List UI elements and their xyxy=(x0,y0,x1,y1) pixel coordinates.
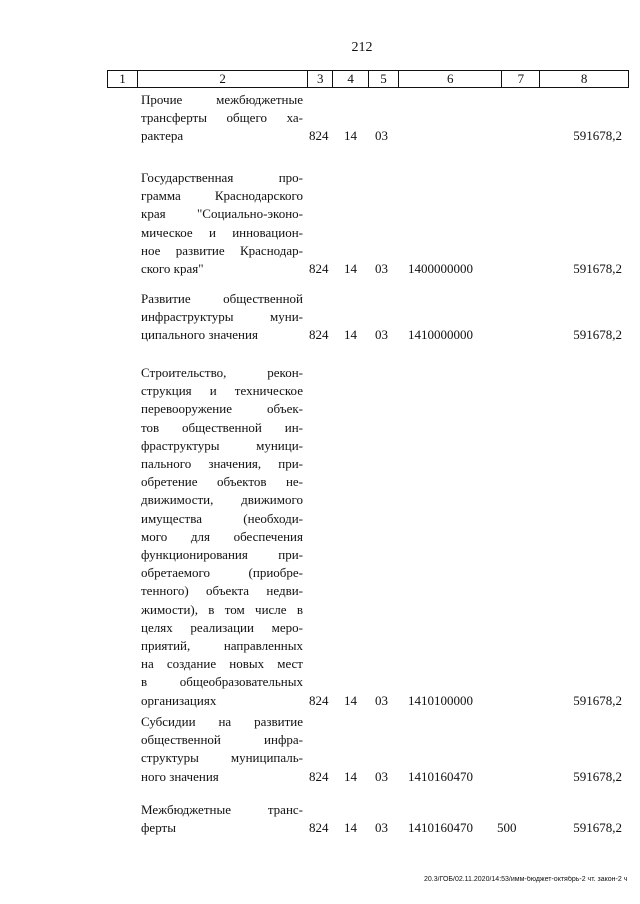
description-line: приятий, направленных xyxy=(141,638,303,654)
description-line: ципального значения xyxy=(141,327,258,343)
description-line: в общеобразовательных xyxy=(141,674,303,690)
description-line: Межбюджетные транс- xyxy=(141,802,303,817)
description-line: структуры муниципаль- xyxy=(141,750,303,766)
description-line: Строительство, рекон- xyxy=(141,365,303,380)
description-line: обретение объектов не- xyxy=(141,474,303,490)
column-header-3: 3 xyxy=(308,71,333,87)
description-line: мого для обеспечения xyxy=(141,528,303,544)
description-line: ного значения xyxy=(141,768,219,784)
description-line: на создание новых мест xyxy=(141,656,303,672)
target-article-code: 1410100000 xyxy=(408,692,473,708)
description-line: инфраструктуры муни- xyxy=(141,309,303,325)
column-header-8: 8 xyxy=(580,71,588,86)
amount-value: 591678,2 xyxy=(573,692,622,708)
table-row xyxy=(0,364,640,710)
column-header-7: 7 xyxy=(502,71,540,87)
ministry-code: 824 xyxy=(309,327,329,343)
description-line: фраструктуры муници- xyxy=(141,437,303,453)
target-article-code: 1410160470 xyxy=(408,820,473,836)
description-line: Государственная про- xyxy=(141,170,303,185)
page-number: 212 xyxy=(351,40,373,55)
section-code: 14 xyxy=(344,768,357,784)
row-description xyxy=(141,713,303,786)
description-line: Развитие общественной xyxy=(141,291,303,306)
table-row xyxy=(0,169,640,278)
target-article-code: 1400000000 xyxy=(408,260,473,276)
amount-value: 591678,2 xyxy=(573,327,622,343)
description-line: струкция и техническое xyxy=(141,383,303,399)
ministry-code: 824 xyxy=(309,768,329,784)
description-line: целях реализации меро- xyxy=(141,619,303,635)
table-row xyxy=(0,801,640,837)
description-line: трансферты общего ха- xyxy=(141,110,303,126)
column-header-5: 5 xyxy=(369,71,399,87)
table-row xyxy=(0,290,640,345)
amount-value: 591678,2 xyxy=(573,128,622,144)
description-line: имущества (необходи- xyxy=(141,510,303,526)
description-line: функционирования при- xyxy=(141,547,303,563)
ministry-code: 824 xyxy=(309,820,329,836)
footer-stamp: 20.3/ГОБ/02.11.2020/14:53/имм-бюджет-октябрь-2 чт. закон-2 ч xyxy=(424,876,628,883)
amount-value: 591678,2 xyxy=(573,260,622,276)
description-line: тенного) объекта недви- xyxy=(141,583,303,599)
description-line: ферты xyxy=(141,820,176,836)
section-code: 14 xyxy=(344,692,357,708)
column-header-6: 6 xyxy=(399,71,503,87)
description-line: Субсидии на развитие xyxy=(141,714,303,729)
subsection-code: 03 xyxy=(375,820,388,836)
description-line: края "Социально-эконо- xyxy=(141,206,303,222)
description-line: обретаемого (приобре- xyxy=(141,565,303,581)
subsection-code: 03 xyxy=(375,327,388,343)
expense-kind-code: 500 xyxy=(497,820,517,836)
ministry-code: 824 xyxy=(309,128,329,144)
section-code: 14 xyxy=(344,820,357,836)
description-line: ского края" xyxy=(141,261,204,277)
table-row xyxy=(0,713,640,786)
ministry-code: 824 xyxy=(309,692,329,708)
subsection-code: 03 xyxy=(375,260,388,276)
description-line: Прочие межбюджетные xyxy=(141,92,303,107)
column-header-2: 2 xyxy=(138,71,308,87)
subsection-code: 03 xyxy=(375,692,388,708)
target-article-code: 1410160470 xyxy=(408,768,473,784)
row-description xyxy=(141,91,303,146)
description-line: общественной инфра- xyxy=(141,732,303,748)
column-header-1: 1 xyxy=(108,71,138,87)
amount-value: 591678,2 xyxy=(573,768,622,784)
row-description xyxy=(141,364,303,710)
description-line: ное развитие Краснодар- xyxy=(141,242,303,258)
section-code: 14 xyxy=(344,128,357,144)
description-line: тов общественной ин- xyxy=(141,419,303,435)
description-line: рактера xyxy=(141,128,184,144)
description-line: организациях xyxy=(141,692,217,708)
description-line: движимости, движимого xyxy=(141,492,303,508)
description-line: жимости), в том числе в xyxy=(141,601,303,617)
section-code: 14 xyxy=(344,260,357,276)
table-row xyxy=(0,91,640,146)
section-code: 14 xyxy=(344,327,357,343)
column-header-row xyxy=(107,70,629,88)
subsection-code: 03 xyxy=(375,128,388,144)
ministry-code: 824 xyxy=(309,260,329,276)
column-header-4: 4 xyxy=(333,71,369,87)
description-line: пального значения, при- xyxy=(141,456,303,472)
row-description xyxy=(141,290,303,345)
description-line: грамма Краснодарского xyxy=(141,188,303,204)
target-article-code: 1410000000 xyxy=(408,327,473,343)
subsection-code: 03 xyxy=(375,768,388,784)
description-line: мическое и инновацион- xyxy=(141,224,303,240)
row-description xyxy=(141,169,303,278)
row-description xyxy=(141,801,303,837)
amount-value: 591678,2 xyxy=(573,820,622,836)
description-line: перевооружение объек- xyxy=(141,401,303,417)
